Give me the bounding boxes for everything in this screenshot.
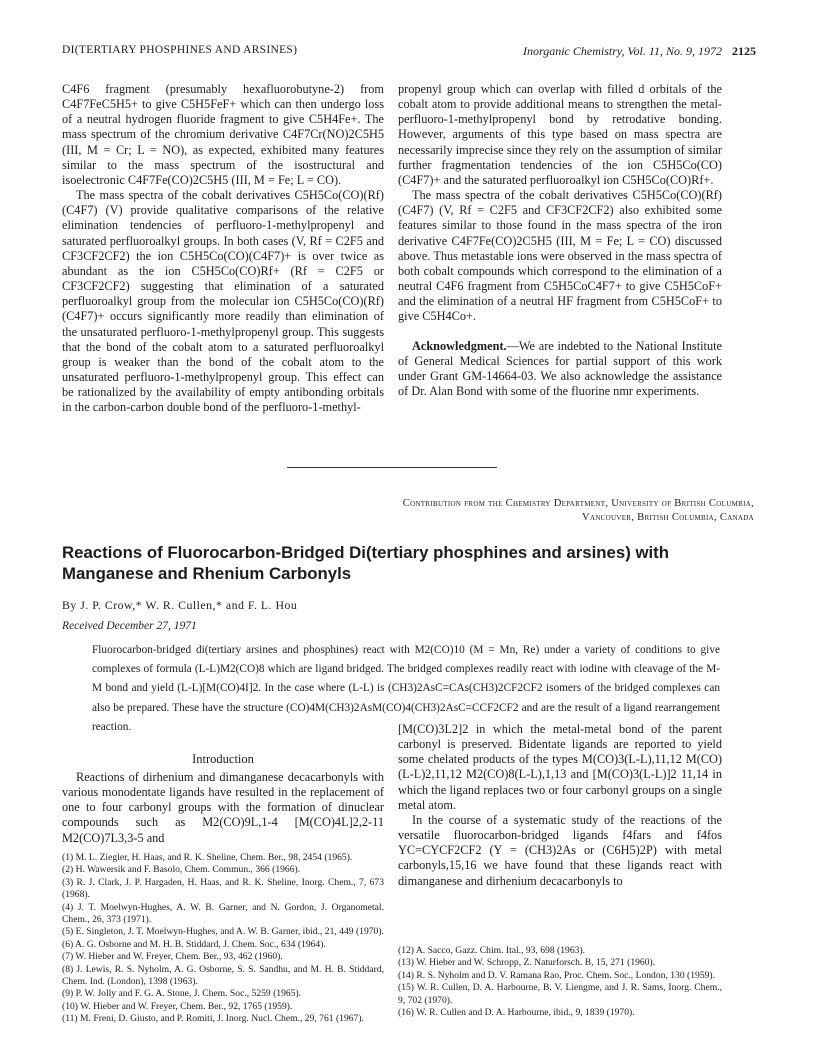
- reference: (14) R. S. Nyholm and D. V. Ramana Rao, Proc. Chem. Soc., London, 130 (1959).: [398, 969, 716, 981]
- journal-name: Inorganic Chemistry, Vol. 11, No. 9, 1972: [523, 44, 722, 58]
- reference: (4) J. T. Moelwyn-Hughes, A. W. B. Garner, and N. Gordon, J. Organometal. Chem., 26, 373 (1971).: [62, 901, 384, 926]
- abstract-text: Fluorocarbon-bridged di(tertiary arsines and phosphines) react with M2(CO)10 (M = Mn, Re) under a variety of conditions to give complexes of formula (L-L)M2(CO)8 which are ligand bridged. The bridged complexes readily react with iodine with cleavage of the M-M bond and yield (L-L)[M(CO)4I]2. In the case where (L-L) is (CH3)2AsC=CAs(CH3)2CF2CF2 isomers of the bridged complexes can also be prepared. These have the structure (CO)4M(CH3)2AsM(CO)4(CH3)2AsC=CCF2CF2 and are the result of a ligand rearrangement reaction.: [92, 644, 720, 733]
- contribution-line-2: Vancouver, British Columbia, Canada: [582, 512, 754, 523]
- acknowledgment: [398, 339, 722, 400]
- top-right-column: [398, 82, 722, 399]
- paragraph: C4F6 fragment (presumably hexafluorobutyne-2) from C4F7FeC5H5+ to give C5H5FeF+ which can then undergo loss of a neutral hydrogen fluoride fragment to give C5H4Fe+. The mass spectrum of the chromium derivative C4F7Cr(NO)2C5H5 (III, M = Cr; L = NO), as expected, exhibited many features similar to the mass spectrum of the isostructural and isoelectronic C4F7Fe(CO)2C5H5 (III, M = Fe; L = CO).: [62, 82, 384, 187]
- reference: (2) H. Wawersik and F. Basolo, Chem. Commun., 366 (1966).: [62, 864, 301, 876]
- article-title: Reactions of Fluorocarbon-Bridged Di(tertiary phosphines and arsines) with Manganese and Rhenium Carbonyls: [62, 543, 669, 583]
- paragraph: The mass spectra of the cobalt derivatives C5H5Co(CO)(Rf)(C4F7) (V, Rf = C2F5 and CF3CF2CF2) also exhibited some features similar to those found in the mass spectra of the iron derivative C4F7Fe(CO)2C5H5 (III, M = Fe; L = CO) discussed above. Thus metastable ions were observed in the mass spectra of both cobalt compounds which correspond to the elimination of a neutral C4F6 fragment from C5H5CoC4F7+ to give C5H5CoF+ and the elimination of a neutral HF fragment from C5H5CoF+ to give C5H4Co+.: [398, 188, 722, 324]
- paragraph: Reactions of dirhenium and dimanganese decacarbonyls with various monodentate ligands have resulted in the replacement of one to four carbonyl groups with the formation of dinuclear compounds such as M2(CO)9L,1-4 [M(CO)4L]2,2-11 M2(CO)7L3,3-5 and: [62, 770, 384, 845]
- reference: (5) E. Singleton, J. T. Moelwyn-Hughes, and A. W. B. Garner, ibid., 21, 449 (1970).: [62, 926, 384, 938]
- running-title: DI(TERTIARY PHOSPHINES AND ARSINES): [62, 44, 298, 56]
- references-left: [62, 852, 384, 1026]
- paragraph: In the course of a systematic study of the reactions of the versatile fluorocarbon-bridged ligands f4fars and f4fos YC=CYCF2CF2 (Y = (CH3)2As or (C6H5)2P) with metal carbonyls,15,16 we have found that these ligands react with dimanganese and dirhenium decacarbonyls to: [398, 812, 722, 888]
- acknowledgment-text: —We are indebted to the National Institute of General Medical Sciences for partial support of this work under Grant GM-14664-03. We also acknowledge the assistance of Dr. Alan Bond with some of the fluorine nmr experiments.: [398, 338, 722, 398]
- journal-citation: [523, 44, 756, 59]
- reference: (1) M. L. Ziegler, H. Haas, and R. K. Sheline, Chem. Ber., 98, 2454 (1965).: [62, 852, 353, 863]
- reference: (16) W. R. Cullen and D. A. Harbourne, ibid., 9, 1839 (1970).: [398, 1007, 635, 1019]
- reference: (9) P. W. Jolly and F. G. A. Stone, J. Chem. Soc., 5259 (1965).: [62, 988, 302, 1000]
- top-left-column: [62, 82, 384, 415]
- reference: (15) W. R. Cullen, D. A. Harbourne, B. V. Liengme, and J. R. Sams, Inorg. Chem., 9, 702 (1970).: [398, 982, 722, 1006]
- intro-right-column: [398, 722, 722, 889]
- section-divider: [287, 467, 497, 468]
- article-authors: By J. P. Crow,* W. R. Cullen,* and F. L. Hou: [62, 598, 298, 612]
- reference: (12) A. Sacco, Gazz. Chim. Ital., 93, 698 (1963).: [398, 945, 586, 956]
- reference: (8) J. Lewis, R. S. Nyholm, A. G. Osborne, S. S. Sandhu, and M. H. B. Stiddard, Chem. Ind. (London), 1398 (1963).: [62, 963, 384, 988]
- reference: (11) M. Freni, D. Giusto, and P. Romiti, J. Inorg. Nucl. Chem., 29, 761 (1967).: [62, 1013, 364, 1025]
- reference: (10) W. Hieber and W. Freyer, Chem. Ber., 92, 1765 (1959).: [62, 1000, 293, 1012]
- reference: (7) W. Hieber and W. Freyer, Chem. Ber., 93, 462 (1960).: [62, 951, 283, 963]
- intro-left-column: [62, 770, 384, 846]
- contribution-line: [194, 497, 754, 525]
- received-date: Received December 27, 1971: [62, 620, 197, 632]
- reference: (3) R. J. Clark, J. P. Hargaden, H. Haas, and R. K. Sheline, Inorg. Chem., 7, 673 (1968).: [62, 876, 384, 901]
- reference: (13) W. Hieber and W. Schropp, Z. Naturforsch. B, 15, 271 (1960).: [398, 957, 656, 969]
- reference: (6) A. G. Osborne and M. H. B. Stiddard, J. Chem. Soc., 634 (1964).: [62, 938, 326, 950]
- section-heading-introduction: Introduction: [192, 752, 254, 766]
- references-right: [398, 945, 722, 1019]
- paragraph: [M(CO)3L2]2 in which the metal-metal bond of the parent carbonyl is preserved. Bidentate ligands are reported to yield some chelated products of the types M(CO)3(L-L),11,12 M(CO)(L-L)2,11,12 M2(CO)8(L-L),1,13 and [M(CO)3(L-L)]2 11,14 in which the ligand replaces two or four carbonyl groups on a single metal atom.: [398, 722, 722, 812]
- contribution-line-1: Contribution from the Chemistry Department, University of British Columbia,: [402, 498, 754, 509]
- page-number: 2125: [732, 44, 756, 58]
- acknowledgment-label: Acknowledgment.: [412, 338, 507, 353]
- page-header: [62, 44, 756, 64]
- paragraph: The mass spectra of the cobalt derivatives C5H5Co(CO)(Rf)(C4F7) (V) provide qualitative comparisons of the relative elimination tendencies of perfluoro-1-methylpropenyl and saturated perfluoroalkyl groups. In both cases (V, Rf = C2F5 and CF3CF2CF2) the ion C5H5Co(CO)(C4F7)+ is over twice as abundant as the ion C5H5Co(CO)Rf+ (Rf = C2F5 or CF3CF2CF2) suggesting that elimination of a saturated perfluoroalkyl group from the molecular ion C5H5Co(CO)(Rf)(C4F7)+ occurs significantly more readily than elimination of the unsaturated perfluoro-1-methylpropenyl group. This suggests that the bond of the cobalt atom to a saturated perfluoroalkyl group is weaker than the bond of the cobalt atom to the unsaturated perfluoro-1-methylpropenyl group. This effect can be rationalized by the availability of empty antibonding orbitals in the carbon-carbon double bond of the perfluoro-1-methyl-: [62, 188, 384, 415]
- paragraph: propenyl group which can overlap with filled d orbitals of the cobalt atom to provide additional means to strengthen the metal-perfluoro-1-methylpropenyl bond by retrodative bonding. However, arguments of this type based on mass spectra are necessarily imprecise since they rely on the assumption of similar further fragmentation tendencies of the ion C5H5Co(CO)(C4F7)+ and the saturated perfluoroalkyl ion C5H5Co(CO)Rf+.: [398, 82, 722, 187]
